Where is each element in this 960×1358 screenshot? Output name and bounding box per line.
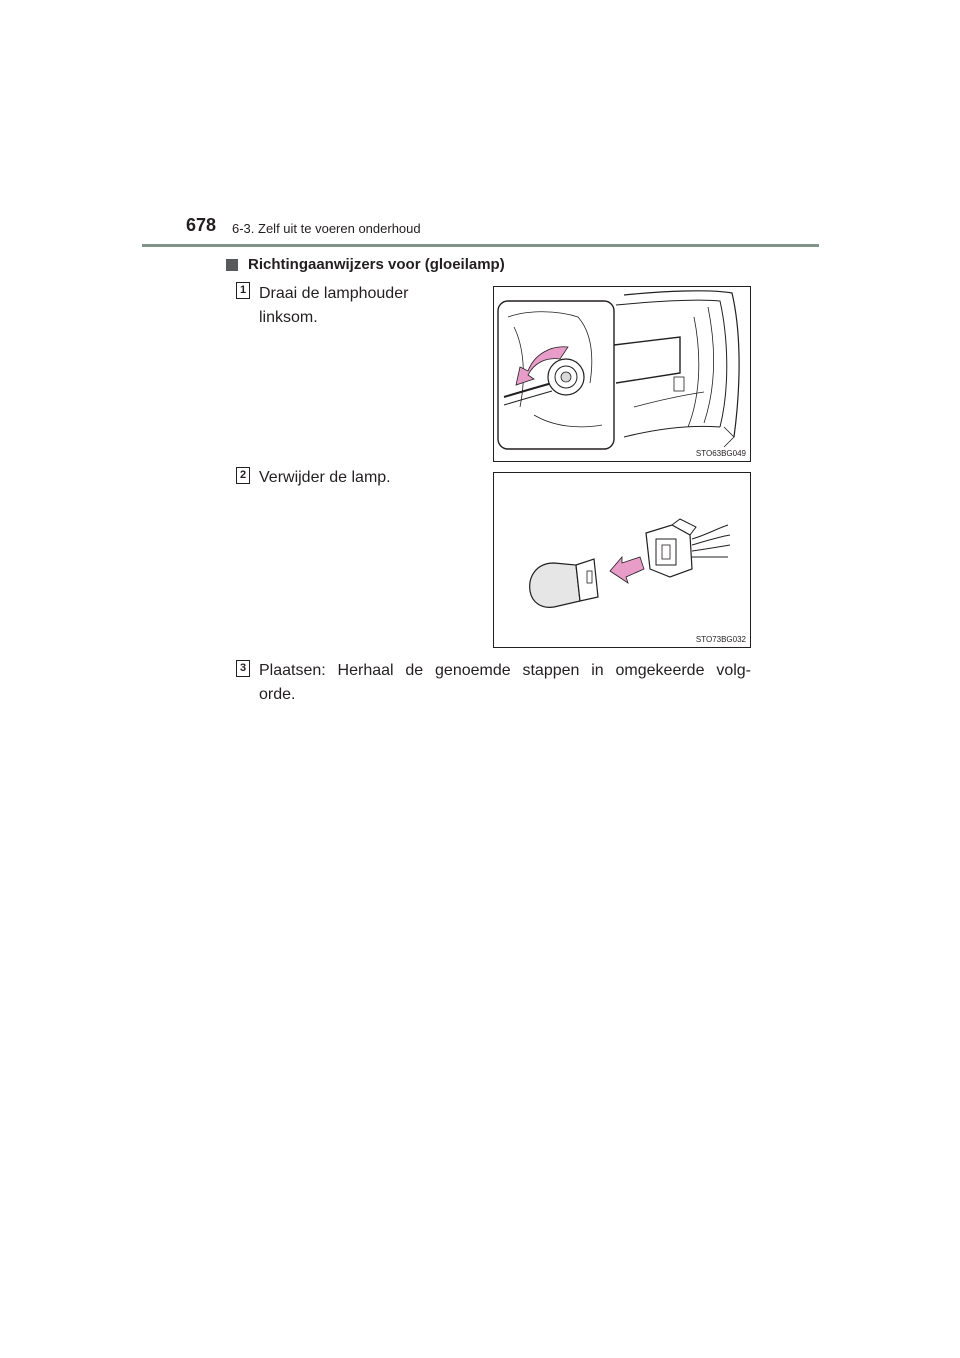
subheading — [226, 256, 505, 273]
step-1-text — [259, 282, 408, 330]
figure-code-1: STO63BG049 — [695, 449, 746, 458]
step-badge-2: 2 — [236, 467, 250, 484]
lamp-holder-illustration — [494, 287, 750, 461]
step-badge-1: 1 — [236, 282, 250, 299]
figure-bulb-removal — [493, 472, 751, 648]
bulb-removal-illustration — [494, 473, 750, 647]
figure-code-2: STO73BG032 — [695, 635, 746, 644]
header-rule — [142, 244, 819, 247]
section-title: 6-3. Zelf uit te voeren onderhoud — [232, 221, 421, 236]
step-2-text: Verwijder de lamp. — [259, 469, 391, 486]
pull-arrow-icon — [610, 557, 644, 583]
figure-lamp-holder — [493, 286, 751, 462]
step-1-line-1: Draai de lamphouder — [259, 285, 409, 302]
step-badge-3: 3 — [236, 660, 250, 677]
square-bullet-icon — [226, 259, 238, 271]
step-3-text — [259, 659, 751, 707]
step-3-line-2: orde. — [259, 686, 296, 703]
step-1-line-2: linksom. — [259, 309, 318, 326]
step-3-line-1: Plaatsen: Herhaal de genoemde stappen in omgekeerde volg- — [259, 662, 751, 679]
page-number: 678 — [186, 215, 217, 235]
subheading-text: Richtingaanwijzers voor (gloeilamp) — [248, 256, 505, 273]
